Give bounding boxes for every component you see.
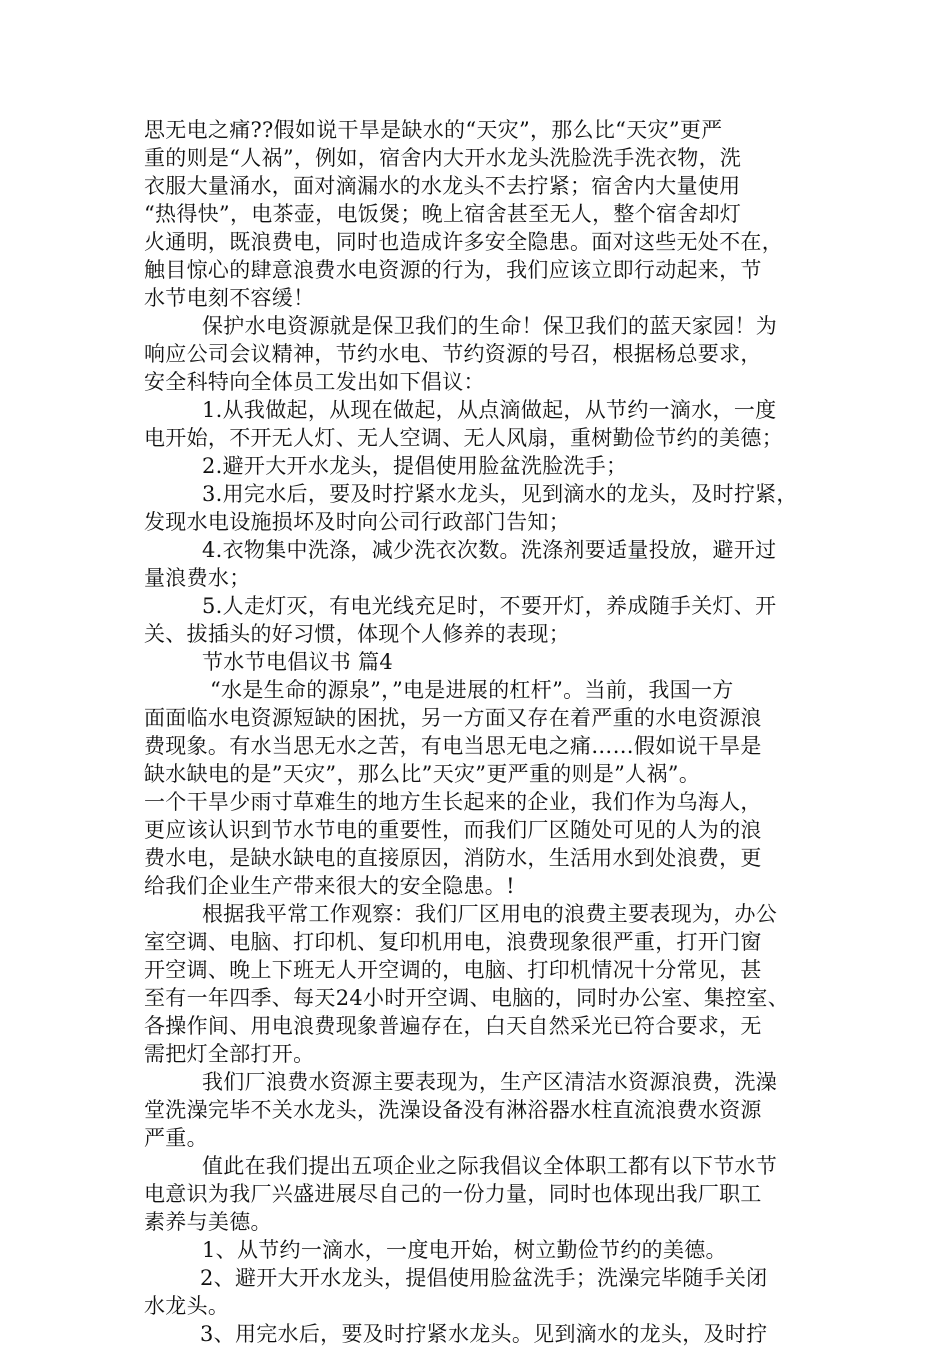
text-line: 堂洗澡完毕不关水龙头，洗澡设备没有淋浴器水柱直流浪费水资源: [144, 1098, 762, 1122]
text-line: 室空调、电脑、打印机、复印机用电，浪费现象很严重，打开门窗: [144, 930, 762, 954]
paragraph-start-line: 根据我平常工作观察：我们厂区用电的浪费主要表现为，办公: [202, 902, 778, 926]
text-line: 衣服大量涌水，面对滴漏水的水龙头不去拧紧；宿舍内大量使用: [144, 174, 741, 198]
section-heading: 节水节电倡议书 篇4: [202, 650, 394, 674]
text-line: 电开始，不开无人灯、无人空调、无人风扇，重树勤俭节约的美德；: [144, 426, 783, 450]
list-item-line: 1、从节约一滴水，一度电开始，树立勤俭节约的美德。: [202, 1238, 727, 1262]
text-line: 给我们企业生产带来很大的安全隐患。!: [144, 874, 515, 898]
text-line: 各操作间、用电浪费现象普遍存在，白天自然采光已符合要求，无: [144, 1014, 762, 1038]
text-line: “热得快”，电茶壶，电饭煲；晚上宿舍甚至无人，整个宿舍却灯: [144, 202, 742, 226]
list-item-line: 3.用完水后，要及时拧紧水龙头，见到滴水的龙头，及时拧紧，: [202, 482, 798, 506]
list-item-line: 4.衣物集中洗涤，减少洗衣次数。洗涤剂要适量投放，避开过: [202, 538, 777, 562]
text-line: 发现水电设施损坏及时向公司行政部门告知；: [144, 510, 570, 534]
paragraph-start-line: 值此在我们提出五项企业之际我倡议全体职工都有以下节水节: [202, 1154, 778, 1178]
text-line: 至有一年四季、每天24小时开空调、电脑的，同时办公室、集控室、: [144, 986, 790, 1010]
list-item-line: 2.避开大开水龙头，提倡使用脸盆洗脸洗手；: [202, 454, 628, 478]
text-line: 一个干旱少雨寸草难生的地方生长起来的企业，我们作为乌海人，: [144, 790, 762, 814]
text-line: 缺水缺电的是”天灾”，那么比”天灾”更严重的则是”人祸”。: [144, 762, 701, 786]
text-line: 重的则是“人祸”，例如，宿舍内大开水龙头洗脸洗手洗衣物，洗: [144, 146, 742, 170]
text-line: 费现象。有水当思无水之苦，有电当思无电之痛……假如说干旱是: [144, 734, 762, 758]
text-line: 开空调、晚上下班无人开空调的，电脑、打印机情况十分常见，甚: [144, 958, 762, 982]
text-line: 触目惊心的肆意浪费水电资源的行为，我们应该立即行动起来，节: [144, 258, 762, 282]
paragraph-start-line: 我们厂浪费水资源主要表现为，生产区清洁水资源浪费，洗澡: [202, 1070, 778, 1094]
text-line: 水节电刻不容缓！: [144, 286, 315, 310]
list-item-line: 5.人走灯灭，有电光线充足时，不要开灯，养成随手关灯、开: [202, 594, 777, 618]
text-line: 电意识为我厂兴盛进展尽自己的一份力量，同时也体现出我厂职工: [144, 1182, 762, 1206]
list-item-line: 1.从我做起，从现在做起，从点滴做起，从节约一滴水，一度: [202, 398, 777, 422]
text-line: 关、拔插头的好习惯，体现个人修养的表现；: [144, 622, 570, 646]
text-line: 火通明，既浪费电，同时也造成许多安全隐患。面对这些无处不在，: [144, 230, 783, 254]
paragraph-start-line: “水是生命的源泉”，”电是进展的杠杆”。当前，我国一方: [210, 678, 734, 702]
text-line: 需把灯全部打开。: [144, 1042, 315, 1066]
text-line: 响应公司会议精神，节约水电、节约资源的号召，根据杨总要求，: [144, 342, 762, 366]
text-line: 量浪费水；: [144, 566, 251, 590]
list-item-line: 2、避开大开水龙头，提倡使用脸盆洗手；洗澡完毕随手关闭: [200, 1266, 768, 1290]
text-line: 安全科特向全体员工发出如下倡议：: [144, 370, 485, 394]
text-line: 素养与美德。: [144, 1210, 272, 1234]
text-line: 面面临水电资源短缺的困扰，另一方面又存在着严重的水电资源浪: [144, 706, 762, 730]
document-body: [144, 116, 824, 1348]
text-line: 严重。: [144, 1126, 208, 1150]
text-line: 水龙头。: [144, 1294, 230, 1318]
list-item-line: 3、用完水后，要及时拧紧水龙头。见到滴水的龙头，及时拧: [200, 1322, 768, 1346]
text-line: 思无电之痛??假如说干旱是缺水的“天灾”，那么比“天灾”更严: [144, 118, 723, 142]
paragraph-start-line: 保护水电资源就是保卫我们的生命！保卫我们的蓝天家园！为: [202, 314, 778, 338]
text-line: 费水电，是缺水缺电的直接原因，消防水，生活用水到处浪费，更: [144, 846, 762, 870]
text-line: 更应该认识到节水节电的重要性，而我们厂区随处可见的人为的浪: [144, 818, 762, 842]
